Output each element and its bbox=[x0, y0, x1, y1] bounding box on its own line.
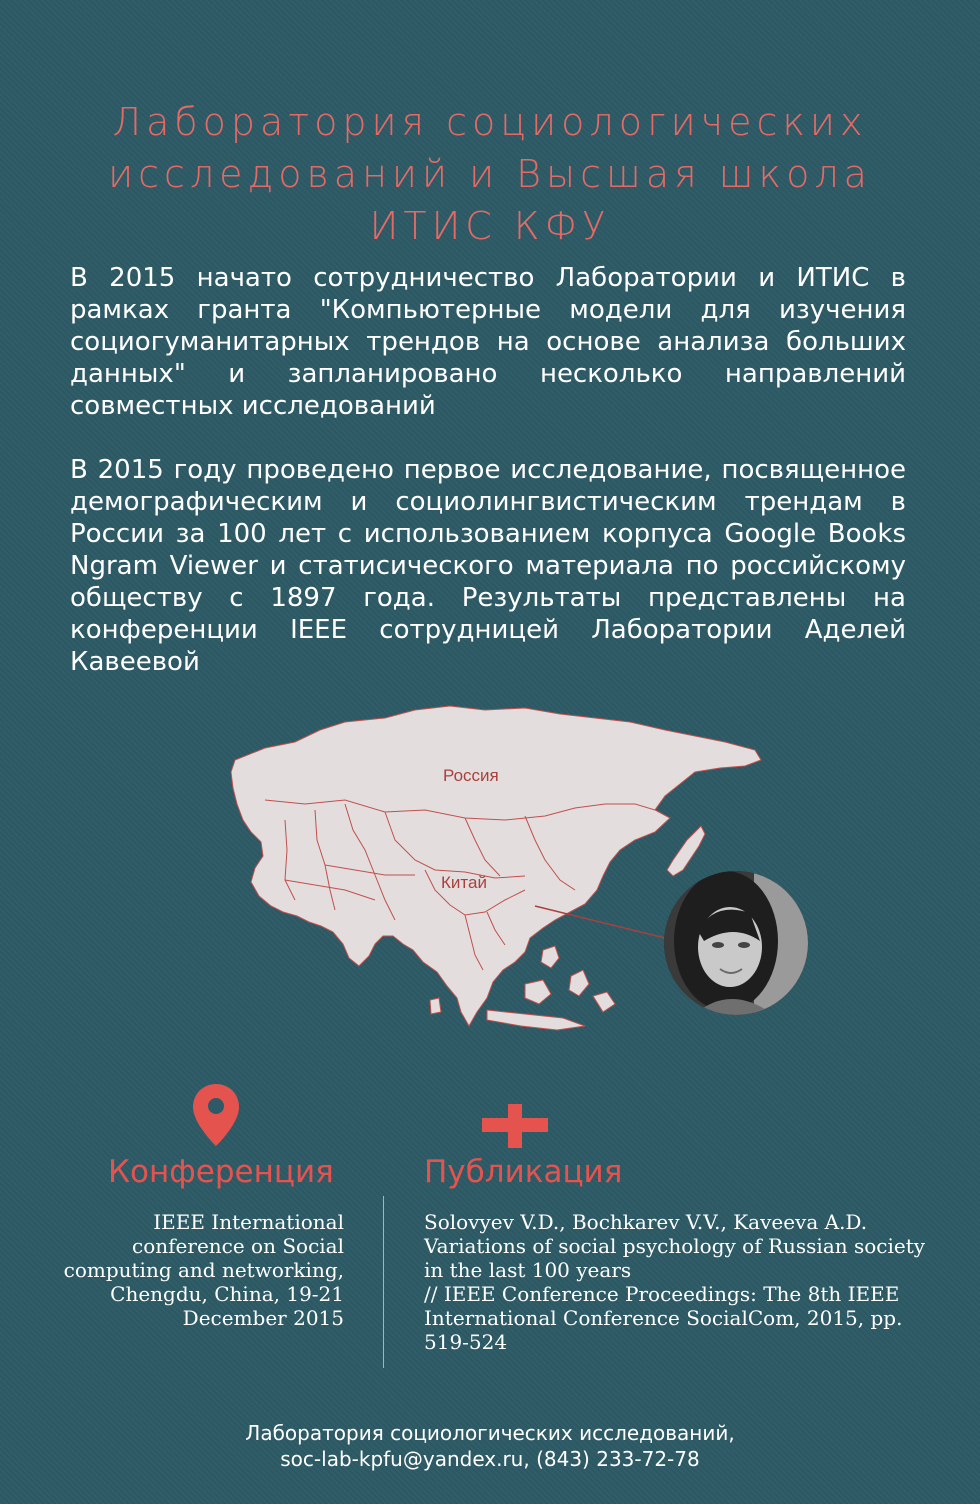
page-title: Лаборатория социологических исследований и Высшая школа ИТИС КФУ bbox=[108, 100, 872, 248]
footer bbox=[100, 1420, 880, 1472]
map-pin-icon bbox=[191, 1082, 241, 1152]
intro-paragraph-2: В 2015 году проведено первое исследование, посвященное демографическим и социолингвистическим трендам в России за 100 лет с использованием корпуса Google Books Ngram Viewer и статисического материала по российскому обществу с 1897 года. Результаты представлены на конференции IEEE сотрудницей Лаборатории Аделей Кавеевой bbox=[70, 455, 906, 677]
portrait-photo bbox=[664, 871, 808, 1015]
footer-contacts: soc-lab-kpfu@yandex.ru, (843) 233-72-78 bbox=[280, 1447, 700, 1471]
footer-lab-name: Лаборатория социологических исследований, bbox=[245, 1421, 735, 1445]
intro-paragraph-1: В 2015 начато сотрудничество Лаборатории и ИТИС в рамках гранта "Компьютерные модели для изучения социогуманитарных трендов на основе анализа больших данных" и запланировано несколько направлений совместных исследований bbox=[70, 263, 906, 421]
map-label-russia: Россия bbox=[443, 766, 499, 785]
plus-icon bbox=[482, 1104, 548, 1152]
publication-heading: Публикация bbox=[424, 1154, 623, 1190]
conference-text: IEEE International conference on Social computing and networking, Chengdu, China, 19-21 December 2015 bbox=[63, 1210, 344, 1330]
avatar bbox=[664, 871, 808, 1015]
conference-heading: Конференция bbox=[108, 1154, 334, 1190]
asia-map bbox=[225, 700, 765, 1060]
asia-map-shape bbox=[225, 700, 765, 1060]
section-divider bbox=[383, 1196, 384, 1368]
map-label-china: Китай bbox=[441, 873, 487, 892]
publication-text: Solovyev V.D., Bochkarev V.V., Kaveeva A.D. Variations of social psychology of Russian society in the last 100 years // IEEE Conference Proceedings: The 8th IEEE International Conference SocialCom, 2015, pp. 519-524 bbox=[424, 1210, 926, 1354]
